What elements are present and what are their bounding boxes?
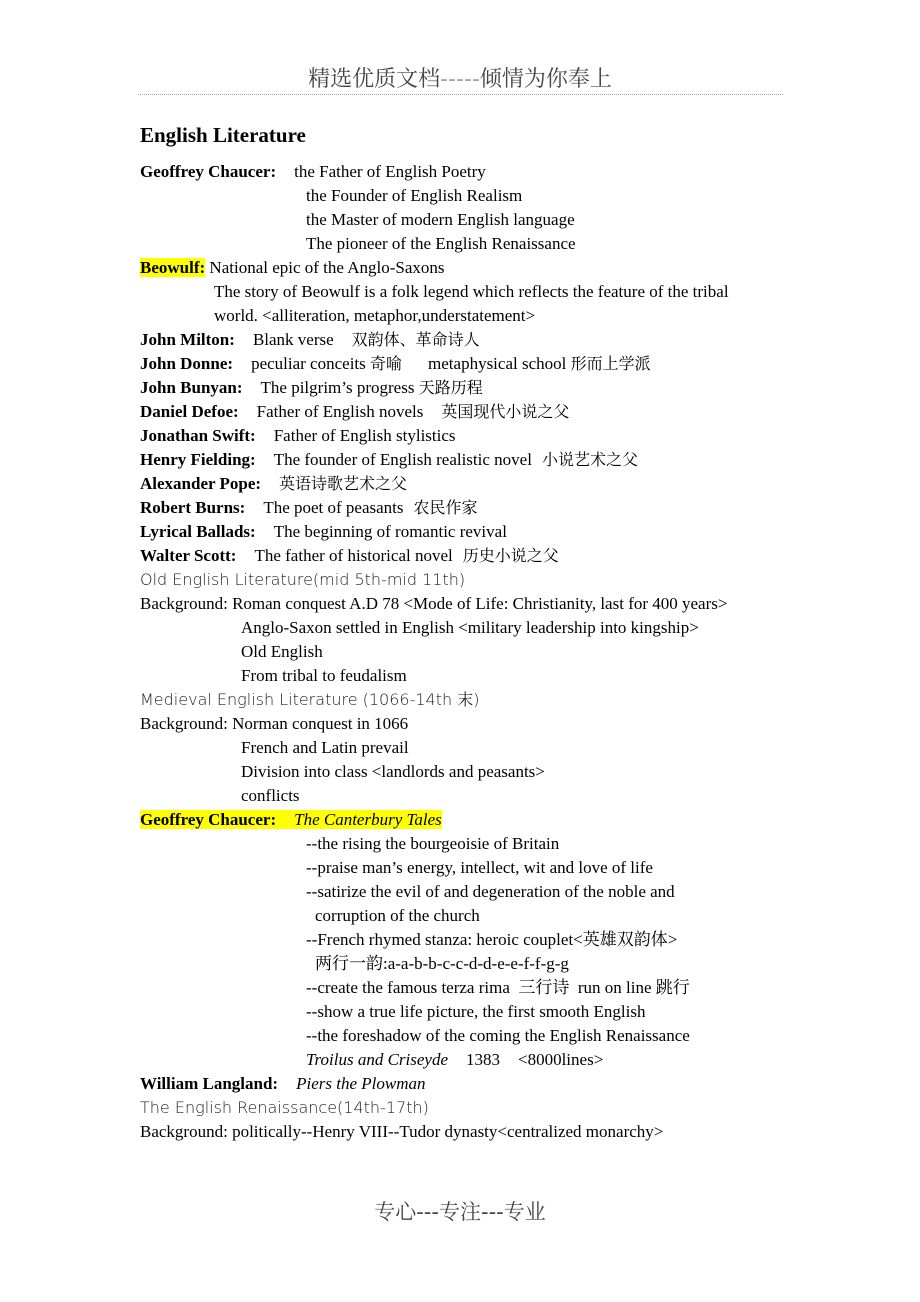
work-title: Piers the Plowman: [296, 1074, 426, 1093]
troilus-line: [140, 1048, 782, 1072]
author-cn: 历史小说之父: [462, 546, 559, 565]
author-line: [140, 496, 782, 520]
author-label: Daniel Defoe:: [140, 402, 239, 421]
author-text: metaphysical school: [428, 354, 567, 373]
author-label: Jonathan Swift:: [140, 426, 256, 445]
chaucer-item: the Founder of English Realism: [306, 186, 523, 205]
header-divider: [138, 94, 783, 95]
page-header: 精选优质文档-----倾情为你奉上: [308, 67, 612, 92]
canterbury-item: --praise man’s energy, intellect, wit and love of life: [306, 858, 653, 877]
author-cn: 小说艺术之父: [541, 450, 638, 469]
author-cn: 双韵体、革命诗人: [351, 330, 480, 349]
author-label: Geoffrey Chaucer:: [140, 162, 277, 181]
author-text: The beginning of romantic revival: [273, 522, 507, 541]
canterbury-item: --create the famous terza rima 三行诗 run on line 跳行: [306, 978, 690, 997]
beowulf-label: Beowulf:: [140, 258, 206, 277]
author-text: Blank verse: [252, 330, 334, 349]
author-cn: 奇喻: [370, 354, 403, 373]
author-cn: 形而上学派: [570, 354, 651, 373]
author-text: Father of English novels: [256, 402, 424, 421]
old-english-background: Background: Roman conquest A.D 78 <Mode of Life: Christianity, last for 400 years>: [140, 594, 728, 613]
author-label: Geoffrey Chaucer:: [140, 810, 277, 829]
work-title: The Canterbury Tales: [294, 810, 442, 829]
document-body: [140, 160, 782, 1144]
beowulf-line: [140, 256, 782, 280]
author-label: John Donne:: [140, 354, 234, 373]
renaissance-background: Background: politically--Henry VIII--Tudor dynasty<centralized monarchy>: [140, 1122, 664, 1141]
author-line: [140, 448, 782, 472]
chaucer-item: the Father of English Poetry: [294, 162, 486, 181]
chaucer-item: the Master of modern English language: [306, 210, 575, 229]
medieval-item: French and Latin prevail: [241, 738, 409, 757]
author-label: Walter Scott:: [140, 546, 237, 565]
author-line: [140, 544, 782, 568]
author-label: Alexander Pope:: [140, 474, 262, 493]
canterbury-item: --French rhymed stanza: heroic couplet<英雄双韵体>: [306, 930, 678, 949]
beowulf-desc: world. <alliteration, metaphor,understatement>: [214, 306, 536, 325]
author-line: [140, 520, 782, 544]
medieval-item: Division into class <landlords and peasants>: [241, 762, 545, 781]
author-text: The founder of English realistic novel: [273, 450, 532, 469]
author-cn: 英语诗歌艺术之父: [279, 474, 408, 493]
old-english-item: Old English: [241, 642, 323, 661]
highlight: [140, 810, 442, 829]
author-text: Father of English stylistics: [273, 426, 456, 445]
author-cn: 农民作家: [413, 498, 478, 517]
canterbury-item: --the foreshadow of the coming the English Renaissance: [306, 1026, 690, 1045]
canterbury-item: --show a true life picture, the first smooth English: [306, 1002, 646, 1021]
canterbury-item: --satirize the evil of and degeneration of the noble and: [306, 882, 675, 901]
section-heading-renaissance: The English Renaissance(14th-17th): [140, 1098, 429, 1117]
canterbury-item: --the rising the bourgeoisie of Britain: [306, 834, 560, 853]
work-title: Troilus and Criseyde: [306, 1050, 448, 1069]
chaucer-line: [140, 160, 782, 184]
chaucer-item: The pioneer of the English Renaissance: [306, 234, 576, 253]
author-label: William Langland:: [140, 1074, 279, 1093]
beowulf-text: National epic of the Anglo-Saxons: [209, 258, 445, 277]
beowulf-desc: The story of Beowulf is a folk legend which reflects the feature of the tribal: [214, 282, 729, 301]
chaucer-works-line: [140, 808, 782, 832]
medieval-item: conflicts: [241, 786, 300, 805]
author-line: [140, 424, 782, 448]
author-text: The pilgrim’s progress: [260, 378, 415, 397]
canterbury-item: corruption of the church: [315, 906, 480, 925]
author-cn: 英国现代小说之父: [441, 402, 570, 421]
author-label: Robert Burns:: [140, 498, 246, 517]
section-heading-old-english: Old English Literature(mid 5th-mid 11th): [140, 570, 466, 589]
author-cn: 天路历程: [418, 378, 483, 397]
page-title: English Literature: [140, 123, 306, 147]
page-footer: 专心---专注---专业: [374, 1200, 546, 1224]
section-heading-medieval: Medieval English Literature (1066-14th 末): [140, 690, 480, 709]
line-count: <8000lines>: [518, 1050, 604, 1069]
old-english-item: Anglo-Saxon settled in English <military leadership into kingship>: [241, 618, 699, 637]
medieval-background: Background: Norman conquest in 1066: [140, 714, 409, 733]
year: 1383: [466, 1050, 500, 1069]
author-text: The father of historical novel: [254, 546, 453, 565]
author-label: Henry Fielding:: [140, 450, 256, 469]
author-line: [140, 400, 782, 424]
author-text: peculiar conceits: [251, 354, 366, 373]
canterbury-item: 两行一韵:a-a-b-b-c-c-d-d-e-e-f-f-g-g: [315, 954, 569, 973]
author-line: [140, 352, 782, 376]
langland-line: [140, 1072, 782, 1096]
author-label: Lyrical Ballads:: [140, 522, 256, 541]
old-english-item: From tribal to feudalism: [241, 666, 407, 685]
author-label: John Bunyan:: [140, 378, 243, 397]
author-label: John Milton:: [140, 330, 235, 349]
author-line: [140, 328, 782, 352]
author-line: [140, 472, 782, 496]
author-text: The poet of peasants: [263, 498, 404, 517]
author-line: [140, 376, 782, 400]
